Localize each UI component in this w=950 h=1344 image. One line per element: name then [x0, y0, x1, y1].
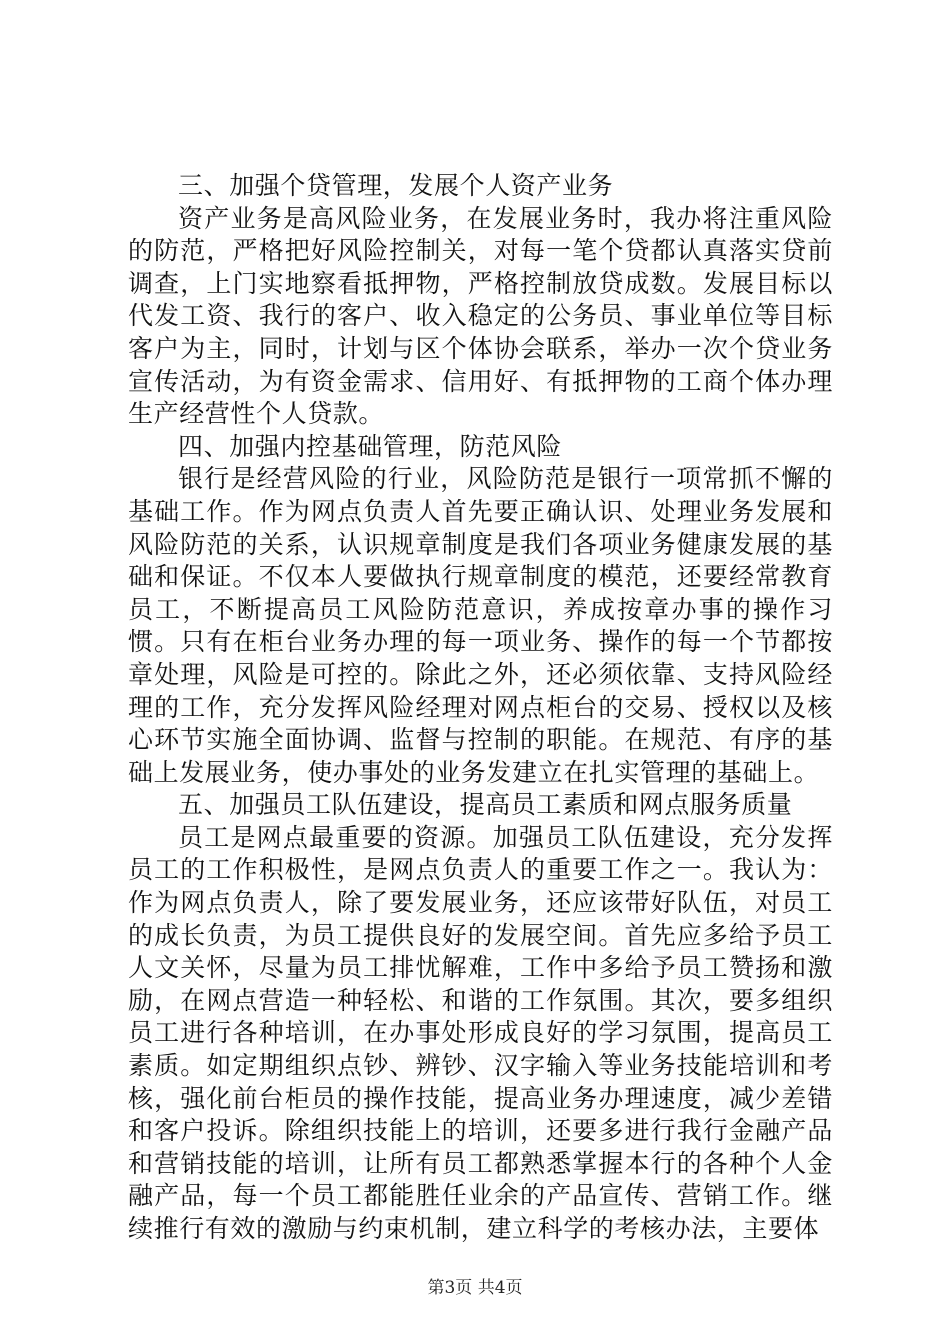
document-body	[128, 170, 833, 1246]
section-heading-personal-loans: 三、加强个贷管理，发展个人资产业务	[178, 171, 614, 200]
paragraph-staff-building: 员工是网点最重要的资源。加强员工队伍建设，充分发挥员工的工作积极性，是网点负责人的重要工作之一。我认为：作为网点负责人，除了要发展业务，还应该带好队伍，对员工的成长负责，为员工提供良好的发展空间。首先应多给予员工人文关怀，尽量为员工排忧解难，工作中多给予员工赞扬和激励，在网点营造一种轻松、和谐的工作氛围。其次，要多组织员工进行各种培训，在办事处形成良好的学习氛围，提高员工素质。如定期组织点钞、辨钞、汉字输入等业务技能培训和考核，强化前台柜员的操作技能，提高业务办理速度，减少差错和客户投诉。除组织技能上的培训，还要多进行我行金融产品和营销技能的培训，让所有员工都熟悉掌握本行的各种个人金融产品，每一个员工都能胜任业余的产品宣传、营销工作。继续推行有效的激励与约束机制，建立科学的考核办法，主要体	[128, 822, 833, 1243]
section-heading-staff-building: 五、加强员工队伍建设，提高员工素质和网点服务质量	[178, 790, 793, 820]
page-footer: 第3页 共4页	[427, 1278, 523, 1298]
section-heading-internal-control: 四、加强内控基础管理，防范风险	[178, 431, 563, 461]
paragraph-internal-control: 银行是经营风险的行业，风险防范是银行一项常抓不懈的基础工作。作为网点负责人首先要正确认识、处理业务发展和风险防范的关系，认识规章制度是我们各项业务健康发展的基础和保证。不仅本人要做执行规章制度的模范，还要经常教育员工，不断提高员工风险防范意识，养成按章办事的操作习惯。只有在柜台业务办理的每一项业务、操作的每一个节都按章处理，风险是可控的。除此之外，还必须依靠、支持风险经理的工作，充分发挥风险经理对网点柜台的交易、授权以及核心环节实施全面协调、监督与控制的职能。在规范、有序的基础上发展业务，使办事处的业务发建立在扎实管理的基础上。	[128, 464, 833, 787]
paragraph-personal-loans: 资产业务是高风险业务，在发展业务时，我办将注重风险的防范，严格把好风险控制关，对每一笔个贷都认真落实贷前调查，上门实地察看抵押物，严格控制放贷成数。发展目标以代发工资、我行的客户、收入稳定的公务员、事业单位等目标客户为主，同时，计划与区个体协会联系，举办一次个贷业务宣传活动，为有资金需求、信用好、有抵押物的工商个体办理生产经营性个人贷款。	[128, 203, 833, 429]
